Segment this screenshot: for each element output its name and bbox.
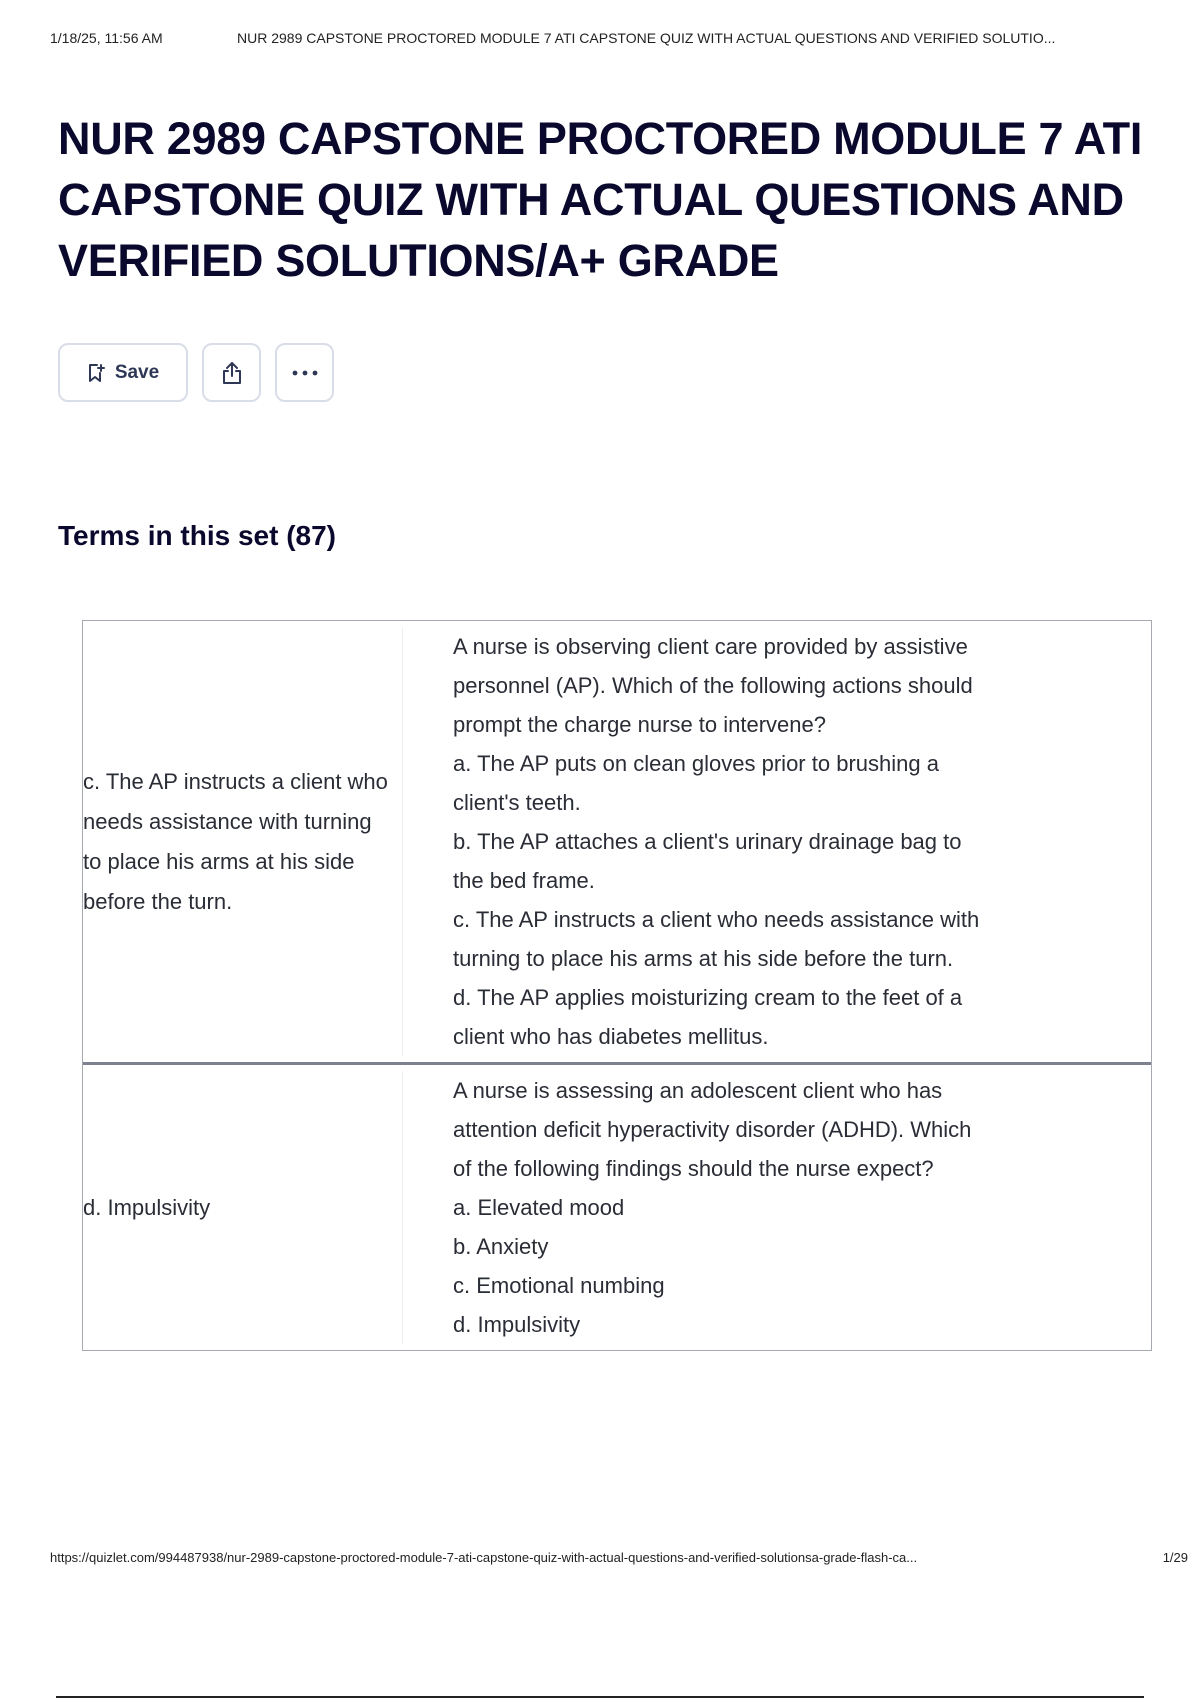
- question-option: b. The AP attaches a client's urinary drainage bag to: [453, 829, 962, 854]
- print-header: [50, 30, 1150, 50]
- question-line: prompt the charge nurse to intervene?: [453, 712, 827, 737]
- term-answer: c. The AP instructs a client who needs assistance with turning to place his arms at his side before the turn.: [83, 627, 403, 1056]
- page-divider: [56, 1696, 1144, 1698]
- more-options-button[interactable]: [275, 343, 334, 402]
- share-button[interactable]: [202, 343, 261, 402]
- question-line: A nurse is observing client care provided by assistive: [453, 634, 968, 659]
- question-option: turning to place his arms at his side before the turn.: [453, 946, 954, 971]
- page-number: 1/29: [1162, 1550, 1188, 1565]
- page-title: NUR 2989 CAPSTONE PROCTORED MODULE 7 ATI CAPSTONE QUIZ WITH ACTUAL QUESTIONS AND VERIFIED SOLUTIONS/A+ GRADE: [58, 113, 1143, 286]
- save-button[interactable]: [58, 343, 188, 402]
- print-document-title: NUR 2989 CAPSTONE PROCTORED MODULE 7 ATI CAPSTONE QUIZ WITH ACTUAL QUESTIONS AND VERIFIED SOLUTIO...: [237, 30, 1056, 46]
- question-option: a. Elevated mood: [453, 1195, 625, 1220]
- question-option: a. The AP puts on clean gloves prior to brushing a: [453, 751, 939, 776]
- question-option: d. The AP applies moisturizing cream to the feet of a: [453, 985, 963, 1010]
- question-option: c. Emotional numbing: [453, 1273, 665, 1298]
- share-icon: [220, 360, 244, 386]
- print-url: https://quizlet.com/994487938/nur-2989-capstone-proctored-module-7-ati-capstone-quiz-with-actual-questions-and-verified-solutionsa-grade-flash-ca...: [50, 1550, 918, 1565]
- question-line: personnel (AP). Which of the following actions should: [453, 673, 973, 698]
- question-option: client who has diabetes mellitus.: [453, 1024, 769, 1049]
- question-line: A nurse is assessing an adolescent client who has: [453, 1078, 943, 1103]
- question-line: attention deficit hyperactivity disorder (ADHD). Which: [453, 1117, 972, 1142]
- term-row: [83, 621, 1151, 1062]
- bookmark-add-icon: [87, 363, 105, 383]
- question-option: b. Anxiety: [453, 1234, 549, 1259]
- term-answer: d. Impulsivity: [83, 1071, 403, 1344]
- question-option: the bed frame.: [453, 868, 595, 893]
- question-line: of the following findings should the nurse expect?: [453, 1156, 934, 1181]
- question-option: client's teeth.: [453, 790, 581, 815]
- question-option: d. Impulsivity: [453, 1312, 581, 1337]
- more-dots-icon: [292, 370, 318, 376]
- terms-table: [82, 620, 1152, 1351]
- save-button-label: Save: [114, 361, 160, 383]
- print-datetime: 1/18/25, 11:56 AM: [50, 30, 163, 46]
- terms-heading: Terms in this set (87): [58, 520, 337, 551]
- term-row: [83, 1062, 1151, 1350]
- term-question: [403, 1065, 1151, 1350]
- action-bar: [58, 343, 334, 402]
- question-option: c. The AP instructs a client who needs assistance with: [453, 907, 980, 932]
- term-question: [403, 621, 1151, 1062]
